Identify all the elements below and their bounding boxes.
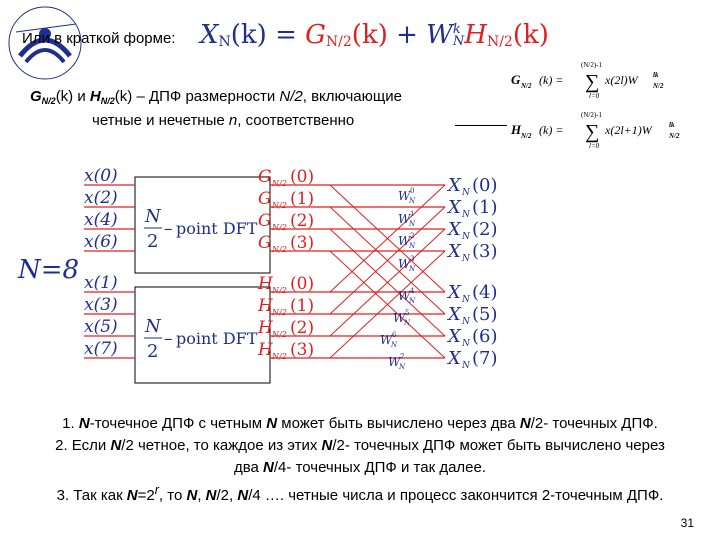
twiddle-sub: N: [409, 297, 416, 305]
input-label: x(4): [84, 210, 118, 230]
h-sum-sign: ∑: [585, 121, 600, 143]
output-x-letter: X: [448, 326, 461, 347]
half-dft-index: (1): [290, 296, 315, 316]
twiddle-letter: W: [388, 355, 401, 369]
output-x-index: (5): [472, 304, 498, 325]
g-sum-sign: ∑: [585, 71, 600, 93]
g-lower: l=0: [589, 92, 600, 100]
notes: [14, 413, 706, 507]
note-1: 1. N-точечное ДПФ с четным N может быть вычислено через два N/2- точечных ДПФ.: [62, 415, 658, 432]
twiddle-letter: W: [380, 333, 393, 347]
input-label: x(7): [84, 339, 118, 359]
output-x-sub: N: [462, 232, 470, 242]
twiddle-power: 7: [400, 353, 405, 361]
half-dft-letter: H: [258, 318, 273, 338]
twiddle-letter: W: [398, 189, 411, 203]
twiddle-power: 1: [410, 210, 415, 218]
twiddle-letter: W: [398, 212, 411, 226]
output-x-letter: X: [448, 197, 461, 218]
twiddle-letter: W: [398, 234, 411, 248]
output-x-sub: N: [462, 295, 470, 305]
twiddle-sub: N: [409, 197, 416, 205]
half-dft-index: (3): [290, 340, 315, 360]
input-label: x(2): [84, 188, 118, 208]
half-dft-sub: N/2: [272, 223, 287, 232]
dft-half-formulas: [505, 54, 710, 164]
twiddle-letter: W: [398, 257, 411, 271]
output-x-index: (2): [472, 219, 498, 240]
output-x-sub: N: [462, 188, 470, 198]
main-formula: $X_N(k) = G_{N/2}(k) + W$ k N $H_{N/2}(k)$: [200, 20, 549, 50]
twiddle-sub: N: [409, 242, 416, 250]
half-dft-sub: N/2: [272, 352, 287, 361]
output-x-index: (0): [472, 175, 498, 196]
n-equals-label: N=8: [18, 255, 80, 285]
top-block-n: N: [145, 206, 161, 227]
g-term: x(2l)W: [605, 73, 638, 87]
h-term: x(2l+1)W: [605, 123, 652, 137]
output-x-sub: N: [462, 317, 470, 327]
half-dft-sub: N/2: [272, 179, 287, 188]
description-line-1: $G_{N/2}(k)$ и $H_{N/2}(k)$ – ДПФ размерности N/2, включающие: [30, 88, 402, 106]
output-x-letter: X: [448, 219, 461, 240]
fft-butterfly-diagram: [0, 160, 720, 400]
g-w-sub: N/2: [653, 82, 664, 90]
top-block-dash: –: [164, 219, 173, 239]
twiddle-power: 0: [410, 187, 415, 195]
input-label: x(0): [84, 166, 118, 186]
half-dft-sub: N/2: [272, 286, 287, 295]
half-dft-letter: G: [258, 167, 272, 187]
half-dft-sub: N/2: [272, 245, 287, 254]
output-x-letter: X: [448, 282, 461, 303]
h-w-sub: N/2: [669, 132, 680, 140]
bottom-block-text: point DFT: [176, 329, 258, 348]
half-dft-letter: G: [258, 211, 272, 231]
twiddle-sub: N: [409, 220, 416, 228]
intro-text: Или в краткой форме:: [22, 30, 176, 47]
half-dft-index: (3): [290, 233, 315, 253]
top-block-den: 2: [147, 231, 159, 252]
output-x-index: (4): [472, 282, 498, 303]
note-2-cont: два N/4- точечных ДПФ и так далее.: [233, 459, 487, 476]
half-dft-index: (2): [290, 318, 315, 338]
h-arg: (k) =: [539, 123, 564, 137]
output-x-index: (6): [472, 326, 498, 347]
twiddle-sub: N: [404, 319, 411, 327]
twiddle-power: 2: [410, 232, 415, 240]
input-label: x(1): [84, 273, 118, 293]
note-3: 3. Так как $N=2^r$, то N, N/2, N/4 …. четные числа и процесс закончится 2-точечным ДПФ.: [56, 483, 664, 504]
g-sub: N/2: [521, 82, 532, 90]
page-number: 31: [680, 516, 694, 530]
bottom-block-dash: –: [164, 329, 173, 349]
g-label: G: [511, 72, 521, 87]
output-x-letter: X: [448, 304, 461, 325]
twiddle-power: 6: [392, 331, 397, 339]
half-dft-sub: N/2: [272, 330, 287, 339]
connector-line: [455, 125, 507, 126]
half-dft-letter: H: [258, 340, 273, 360]
input-label: x(6): [84, 232, 118, 252]
h-label: H: [511, 122, 522, 137]
output-x-letter: X: [448, 241, 461, 262]
twiddle-letter: W: [393, 311, 406, 325]
g-arg: (k) =: [539, 73, 564, 87]
h-sub: N/2: [521, 132, 532, 140]
output-x-sub: N: [462, 361, 470, 371]
half-dft-index: (1): [290, 189, 315, 209]
twiddle-power: 5: [405, 309, 410, 317]
twiddle-power: 3: [410, 255, 415, 263]
twiddle-sub: N: [399, 363, 406, 371]
output-x-index: (3): [472, 241, 498, 262]
input-label: x(5): [84, 317, 118, 337]
description-line-2: четные и нечетные n, соответственно: [92, 112, 355, 129]
twiddle-sub: N: [391, 341, 398, 349]
half-dft-letter: G: [258, 233, 272, 253]
output-x-index: (7): [472, 348, 498, 369]
half-dft-index: (0): [290, 274, 315, 294]
g-w-sup: lk: [653, 71, 659, 79]
output-x-index: (1): [472, 197, 498, 218]
twiddle-letter: W: [398, 289, 411, 303]
output-x-letter: X: [448, 175, 461, 196]
output-x-letter: X: [448, 348, 461, 369]
bottom-block-n: N: [145, 316, 161, 337]
bottom-block-den: 2: [147, 341, 159, 362]
note-2: 2. Если N/2 четное, то каждое из этих N/2- точечных ДПФ может быть вычислено через: [55, 437, 665, 454]
g-upper: (N/2)-1: [581, 61, 602, 69]
h-lower: l=0: [589, 142, 600, 150]
twiddle-sub: N: [409, 265, 416, 273]
input-label: x(3): [84, 295, 118, 315]
half-dft-index: (0): [290, 167, 315, 187]
half-dft-letter: G: [258, 189, 272, 209]
top-block-text: point DFT: [176, 219, 258, 238]
twiddle-power: 4: [410, 287, 415, 295]
output-x-sub: N: [462, 254, 470, 264]
half-dft-index: (2): [290, 211, 315, 231]
half-dft-letter: H: [258, 296, 273, 316]
output-x-sub: N: [462, 210, 470, 220]
half-dft-sub: N/2: [272, 308, 287, 317]
half-dft-letter: H: [258, 274, 273, 294]
half-dft-sub: N/2: [272, 201, 287, 210]
output-x-sub: N: [462, 339, 470, 349]
h-upper: (N/2)-1: [581, 111, 602, 119]
h-w-sup: lk: [669, 121, 675, 129]
